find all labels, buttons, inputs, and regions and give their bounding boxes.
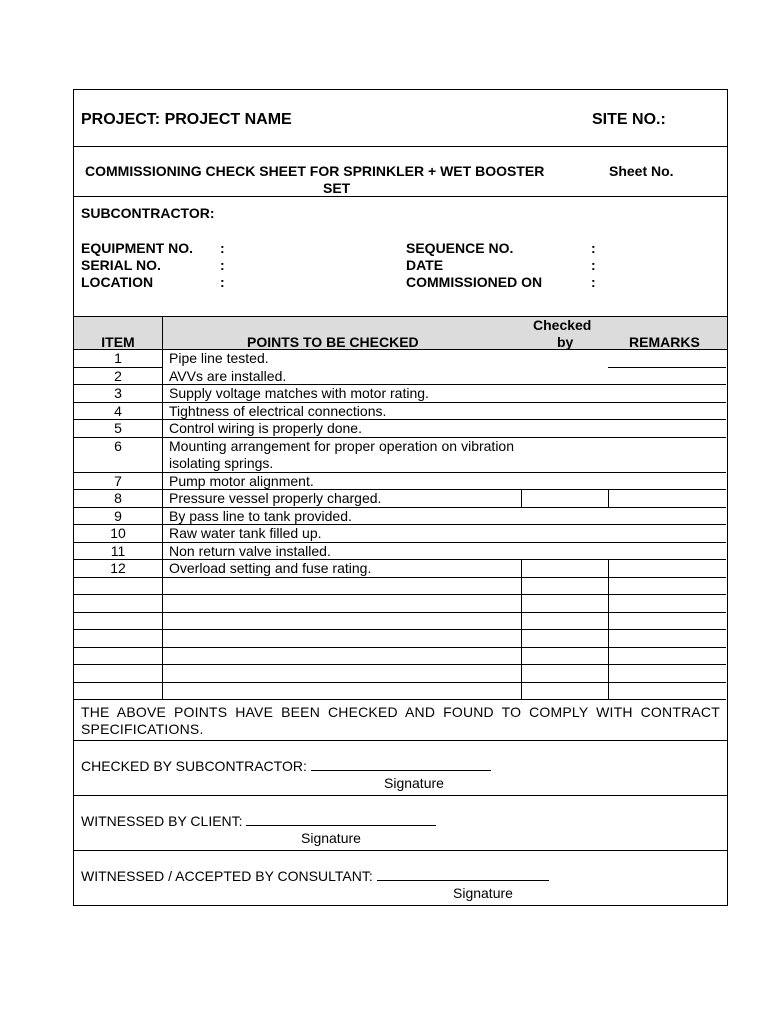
item-column-divider xyxy=(162,543,163,561)
table-row xyxy=(74,613,727,631)
checked-by-subcontractor-label xyxy=(81,758,491,774)
item-column-divider xyxy=(162,490,163,508)
column-divider xyxy=(608,683,609,701)
equipment-no-label: EQUIPMENT NO. xyxy=(81,240,194,256)
check-point-text: Supply voltage matches with motor rating. xyxy=(169,385,429,401)
subcontractor-signature-line[interactable] xyxy=(311,759,491,771)
date-label: DATE xyxy=(406,257,444,273)
table-row xyxy=(74,350,727,368)
table-row xyxy=(74,595,727,613)
column-divider xyxy=(521,578,522,596)
check-point-text: Tightness of electrical connections. xyxy=(169,402,387,419)
witnessed-by-client-text: WITNESSED BY CLIENT: xyxy=(81,813,243,829)
equipment-info-section xyxy=(74,197,727,317)
item-column-divider xyxy=(162,508,163,526)
check-point-text: Pump motor alignment. xyxy=(169,472,314,489)
column-divider xyxy=(521,648,522,666)
item-column-divider xyxy=(162,578,163,596)
check-point-text: Raw water tank filled up. xyxy=(169,525,322,541)
checked-by-header-line1: Checked xyxy=(533,317,592,333)
item-number: 8 xyxy=(114,490,122,506)
client-signature-section xyxy=(74,796,727,851)
project-header xyxy=(74,90,727,147)
column-divider xyxy=(521,683,522,701)
item-number: 3 xyxy=(114,385,122,401)
column-divider xyxy=(608,595,609,613)
item-number: 2 xyxy=(114,367,122,384)
item-column-divider xyxy=(162,665,163,683)
item-column-divider xyxy=(162,385,163,403)
item-number: 6 xyxy=(114,437,122,454)
compliance-statement-section xyxy=(74,703,727,741)
project-title: PROJECT: PROJECT NAME xyxy=(81,111,292,128)
sheet-title-line2: SET xyxy=(323,180,351,196)
consultant-signature-caption: Signature xyxy=(453,885,513,901)
site-number-label: SITE NO.: xyxy=(592,111,666,128)
table-row xyxy=(74,490,727,508)
item-column-divider xyxy=(162,525,163,543)
item-number: 7 xyxy=(114,472,122,489)
item-column-divider xyxy=(162,473,163,491)
table-row xyxy=(74,543,727,561)
item-number: 11 xyxy=(110,542,126,559)
witnessed-by-consultant-label xyxy=(81,868,549,884)
row-border xyxy=(74,699,726,700)
subcontractor-label: SUBCONTRACTOR: xyxy=(81,205,215,221)
item-number: 5 xyxy=(114,420,122,436)
points-column-header: POINTS TO BE CHECKED xyxy=(247,334,419,350)
subcontractor-signature-section xyxy=(74,741,727,796)
table-row xyxy=(74,665,727,683)
table-row xyxy=(74,683,727,701)
column-divider xyxy=(162,317,163,350)
serial-no-label: SERIAL NO. xyxy=(81,257,161,273)
sheet-title-line1: COMMISSIONING CHECK SHEET FOR SPRINKLER + WET BOOSTER xyxy=(85,163,545,179)
table-row xyxy=(74,368,727,386)
table-row xyxy=(74,473,727,491)
subcontractor-signature-caption: Signature xyxy=(384,775,444,791)
item-column-divider xyxy=(162,683,163,701)
table-row xyxy=(74,630,727,648)
equipment-no-colon: : xyxy=(220,240,225,256)
table-row xyxy=(74,438,727,473)
table-row xyxy=(74,525,727,543)
sheet-number-label: Sheet No. xyxy=(609,163,674,179)
table-row xyxy=(74,508,727,526)
check-point-text: By pass line to tank provided. xyxy=(169,507,352,524)
item-column-divider xyxy=(162,420,163,438)
table-header xyxy=(74,317,727,350)
item-column-header: ITEM xyxy=(101,334,135,350)
column-divider xyxy=(521,665,522,683)
check-point-text: AVVs are installed. xyxy=(169,367,287,384)
item-number: 9 xyxy=(114,507,122,524)
table-row xyxy=(74,403,727,421)
column-divider xyxy=(521,613,522,631)
item-number: 4 xyxy=(114,402,122,419)
location-colon: : xyxy=(220,274,225,290)
table-row xyxy=(74,560,727,578)
column-divider xyxy=(608,613,609,631)
item-column-divider xyxy=(162,350,163,368)
check-point-text: Mounting arrangement for proper operation on vibration isolating springs. xyxy=(169,437,514,471)
compliance-statement: THE ABOVE POINTS HAVE BEEN CHECKED AND FOUND TO COMPLY WITH CONTRACT SPECIFICATIONS. xyxy=(81,704,720,737)
item-column-divider xyxy=(162,613,163,631)
column-divider xyxy=(521,490,522,508)
check-point-text: Overload setting and fuse rating. xyxy=(169,560,372,576)
client-signature-line[interactable] xyxy=(246,814,436,826)
column-divider xyxy=(608,560,609,578)
check-point-text: Non return valve installed. xyxy=(169,542,331,559)
check-point-text: Pressure vessel properly charged. xyxy=(169,490,382,506)
checked-by-header-line2: by xyxy=(557,334,574,350)
sequence-no-colon: : xyxy=(591,240,596,256)
item-column-divider xyxy=(162,630,163,648)
check-point-text: Pipe line tested. xyxy=(169,350,269,366)
client-signature-caption: Signature xyxy=(301,830,361,846)
table-row xyxy=(74,578,727,596)
column-divider xyxy=(521,560,522,578)
table-row xyxy=(74,648,727,666)
check-point-text: Control wiring is properly done. xyxy=(169,420,362,436)
date-colon: : xyxy=(591,257,596,273)
column-divider xyxy=(608,648,609,666)
item-number: 12 xyxy=(110,560,126,576)
item-number: 10 xyxy=(110,525,126,541)
item-column-divider xyxy=(162,438,163,473)
column-divider xyxy=(608,665,609,683)
item-column-divider xyxy=(162,648,163,666)
column-divider xyxy=(608,490,609,508)
consultant-signature-line[interactable] xyxy=(377,869,549,881)
witnessed-by-consultant-text: WITNESSED / ACCEPTED BY CONSULTANT: xyxy=(81,868,373,884)
location-label: LOCATION xyxy=(81,274,154,290)
check-sheet xyxy=(73,89,728,906)
item-column-divider xyxy=(162,595,163,613)
commissioned-on-colon: : xyxy=(591,274,596,290)
item-column-divider xyxy=(162,368,163,386)
column-divider xyxy=(521,595,522,613)
table-row xyxy=(74,385,727,403)
remarks-column-header: REMARKS xyxy=(629,334,700,350)
commissioned-on-label: COMMISSIONED ON xyxy=(406,274,543,290)
item-number: 1 xyxy=(114,350,122,366)
column-divider xyxy=(521,630,522,648)
item-column-divider xyxy=(162,403,163,421)
table-row xyxy=(74,420,727,438)
sequence-no-label: SEQUENCE NO. xyxy=(406,240,514,256)
serial-no-colon: : xyxy=(220,257,225,273)
consultant-signature-section xyxy=(74,851,727,905)
witnessed-by-client-label xyxy=(81,813,436,829)
sheet-title-section xyxy=(74,147,727,197)
item-column-divider xyxy=(162,560,163,578)
column-divider xyxy=(608,630,609,648)
checked-by-subcontractor-text: CHECKED BY SUBCONTRACTOR: xyxy=(81,758,307,774)
column-divider xyxy=(608,578,609,596)
